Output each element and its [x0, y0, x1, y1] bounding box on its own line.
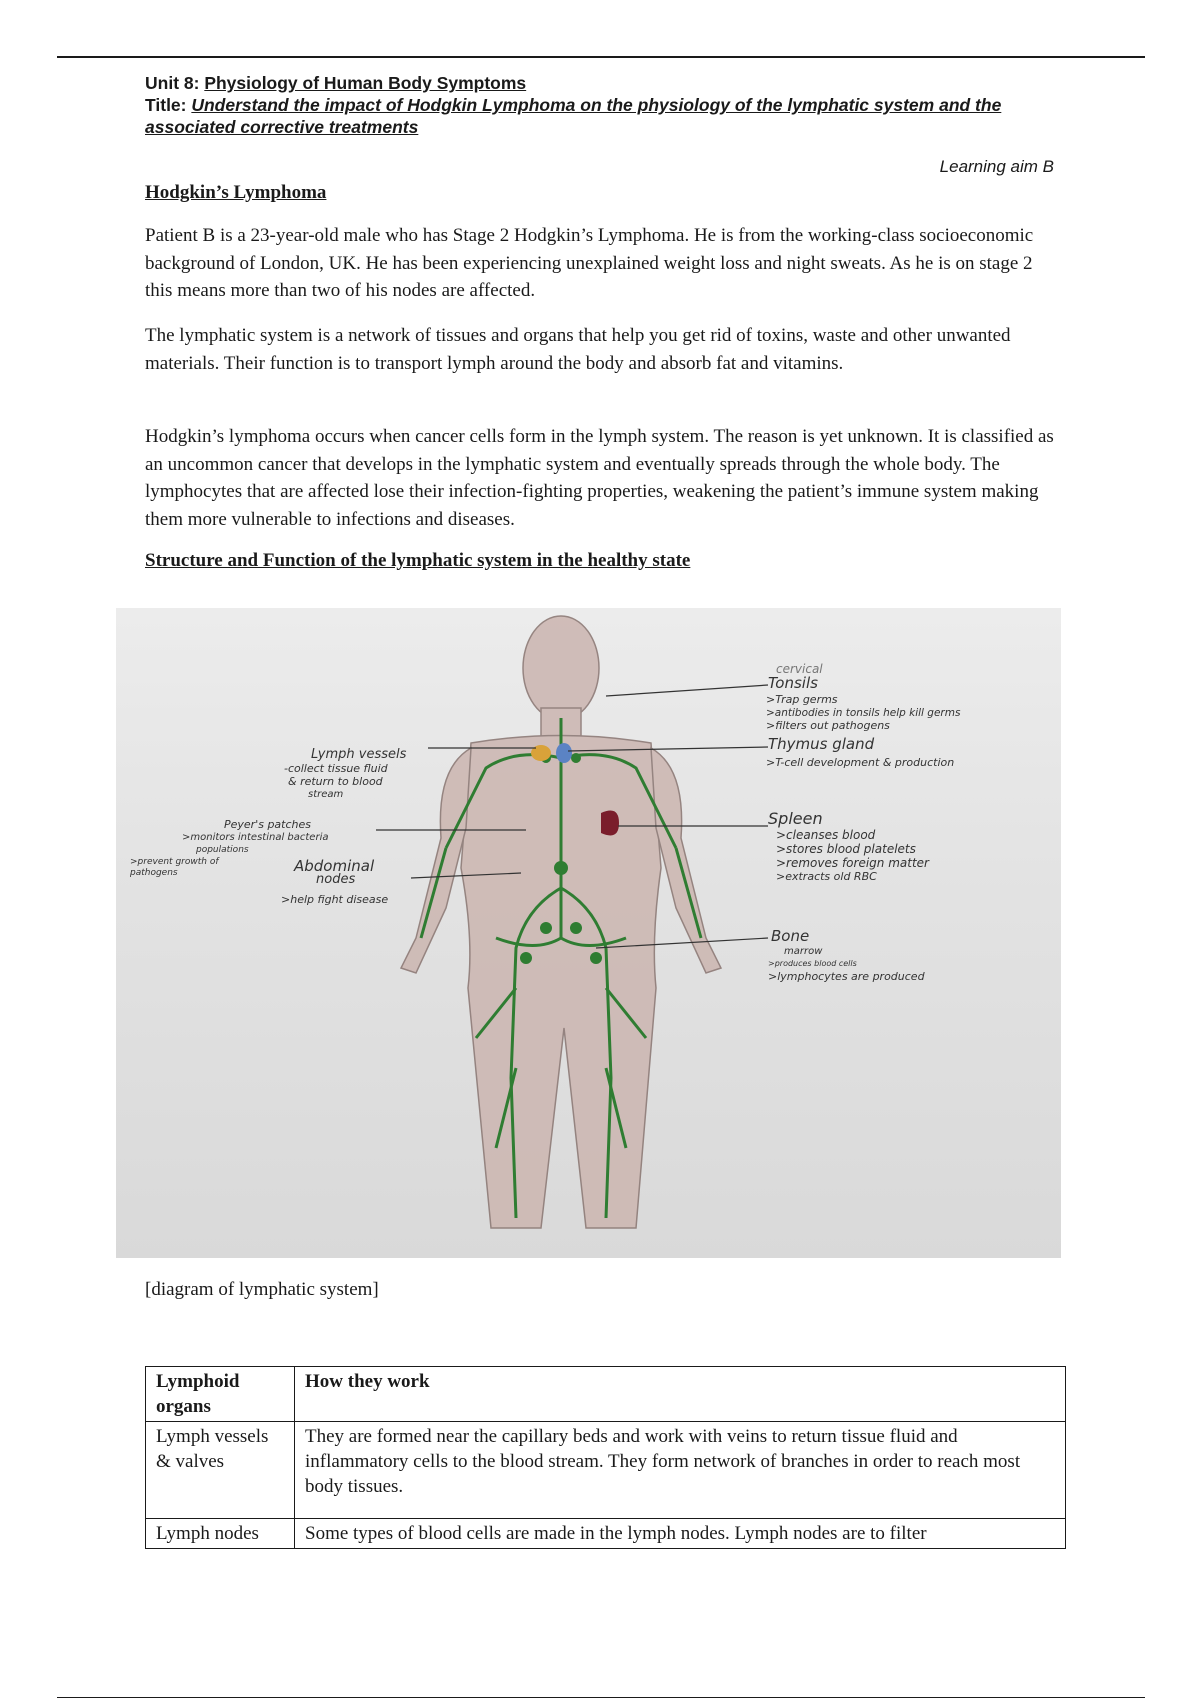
- label-tonsils-note-3: >filters out pathogens: [766, 719, 890, 732]
- label-tonsils: Tonsils: [768, 674, 818, 692]
- label-abdominal-note: >help fight disease: [281, 893, 389, 906]
- label-bone-note-1: >produces blood cells: [768, 959, 857, 968]
- lymphatic-system-diagram: [116, 608, 1061, 1258]
- table-cell-description: They are formed near the capillary beds and work with veins to return tissue fluid and inflammatory cells to the blood stream. They form network of branches in order to reach most body tissues.: [295, 1422, 1066, 1519]
- diagram-drawing: [116, 608, 1061, 1258]
- paragraph-patient: Patient B is a 23-year-old male who has Stage 2 Hodgkin’s Lymphoma. He is from the working-class socioeconomic background of London, UK. He has been experiencing unexplained weight loss and night sweats. As he is on stage 2 this means more than two of his nodes are affected.: [145, 225, 1034, 301]
- table-cell-description: Some types of blood cells are made in the lymph nodes. Lymph nodes are to filter: [295, 1519, 1066, 1549]
- label-vessels-note-2: & return to blood: [288, 775, 383, 788]
- title-line: Title: Understand the impact of Hodgkin Lymphoma on the physiology of the lymphatic system and the associated corrective treatments: [145, 95, 1002, 137]
- label-spleen-note-3: >removes foreign matter: [776, 856, 929, 870]
- label-spleen-note-1: >cleanses blood: [776, 828, 876, 842]
- learning-aim: Learning aim B: [939, 157, 1054, 176]
- label-peyers-note-1: >monitors intestinal bacteria: [182, 832, 329, 843]
- label-bone-marrow: Bone: [771, 927, 810, 945]
- label-spleen-note-4: >extracts old RBC: [776, 870, 877, 883]
- document-header: [145, 72, 1065, 138]
- diagram-caption: [diagram of lymphatic system]: [145, 1279, 379, 1300]
- section-heading-structure: Structure and Function of the lymphatic system in the healthy state: [145, 550, 691, 571]
- label-peyers-note-4: pathogens: [130, 868, 178, 878]
- label-thymus-note: >T-cell development & production: [766, 756, 955, 769]
- thymus-blue-shape: [556, 743, 572, 763]
- label-tonsils-note-2: >antibodies in tonsils help kill germs: [766, 707, 961, 719]
- table-header-row: [146, 1367, 1066, 1422]
- label-abdominal-nodes-2: nodes: [316, 872, 356, 887]
- bottom-rule: [57, 1697, 1145, 1698]
- section-heading-hodgkins: Hodgkin’s Lymphoma: [145, 182, 327, 203]
- label-tonsils-note-1: >Trap germs: [766, 693, 838, 706]
- label-peyers-patches: Peyer's patches: [224, 818, 312, 831]
- label-bone-marrow-2: marrow: [784, 946, 823, 957]
- label-thymus: Thymus gland: [768, 735, 875, 753]
- spleen-shape: [601, 811, 619, 836]
- table-cell-organ: Lymph nodes: [146, 1519, 295, 1549]
- label-abdominal-nodes: Abdominal: [294, 857, 375, 875]
- label-spleen: Spleen: [768, 809, 823, 828]
- top-rule: [57, 56, 1145, 58]
- paragraph-lymphatic-system: The lymphatic system is a network of tissues and organs that help you get rid of toxins, waste and other unwanted materials. Their function is to transport lymph around the body and absorb fat and vitamins.: [145, 325, 1011, 374]
- label-vessels-note-1: -collect tissue fluid: [284, 762, 388, 775]
- document-title: Understand the impact of Hodgkin Lymphoma on the physiology of the lymphatic system and the associated corrective treatments: [145, 95, 1002, 137]
- table-header-how: How they work: [295, 1367, 1066, 1422]
- table-cell-organ: Lymph vessels & valves: [146, 1422, 295, 1519]
- label-bone-note-2: >lymphocytes are produced: [768, 970, 925, 983]
- label-peyers-note-2: populations: [196, 845, 249, 855]
- label-lymph-vessels: Lymph vessels: [311, 747, 407, 762]
- table-row: [146, 1422, 1066, 1519]
- paragraph-hodgkins-lymphoma: Hodgkin’s lymphoma occurs when cancer cells form in the lymph system. The reason is yet unknown. It is classified as an uncommon cancer that develops in the lymphatic system and eventually spreads through the whole body. The lymphocytes that are affected lose their infection-fighting properties, weakening the patient’s immune system making them more vulnerable to infections and diseases.: [145, 426, 1054, 530]
- label-vessels-note-3: stream: [308, 789, 344, 800]
- lymphoid-organs-table: [145, 1366, 1066, 1549]
- unit-line: Unit 8: Physiology of Human Body Symptoms: [145, 73, 527, 93]
- label-cervical: cervical: [776, 662, 823, 676]
- table-header-organs: Lymphoid organs: [146, 1367, 295, 1422]
- table-row: [146, 1519, 1066, 1549]
- unit-name: Physiology of Human Body Symptoms: [204, 73, 527, 93]
- label-spleen-note-2: >stores blood platelets: [776, 842, 916, 856]
- label-peyers-note-3: >prevent growth of: [130, 857, 219, 867]
